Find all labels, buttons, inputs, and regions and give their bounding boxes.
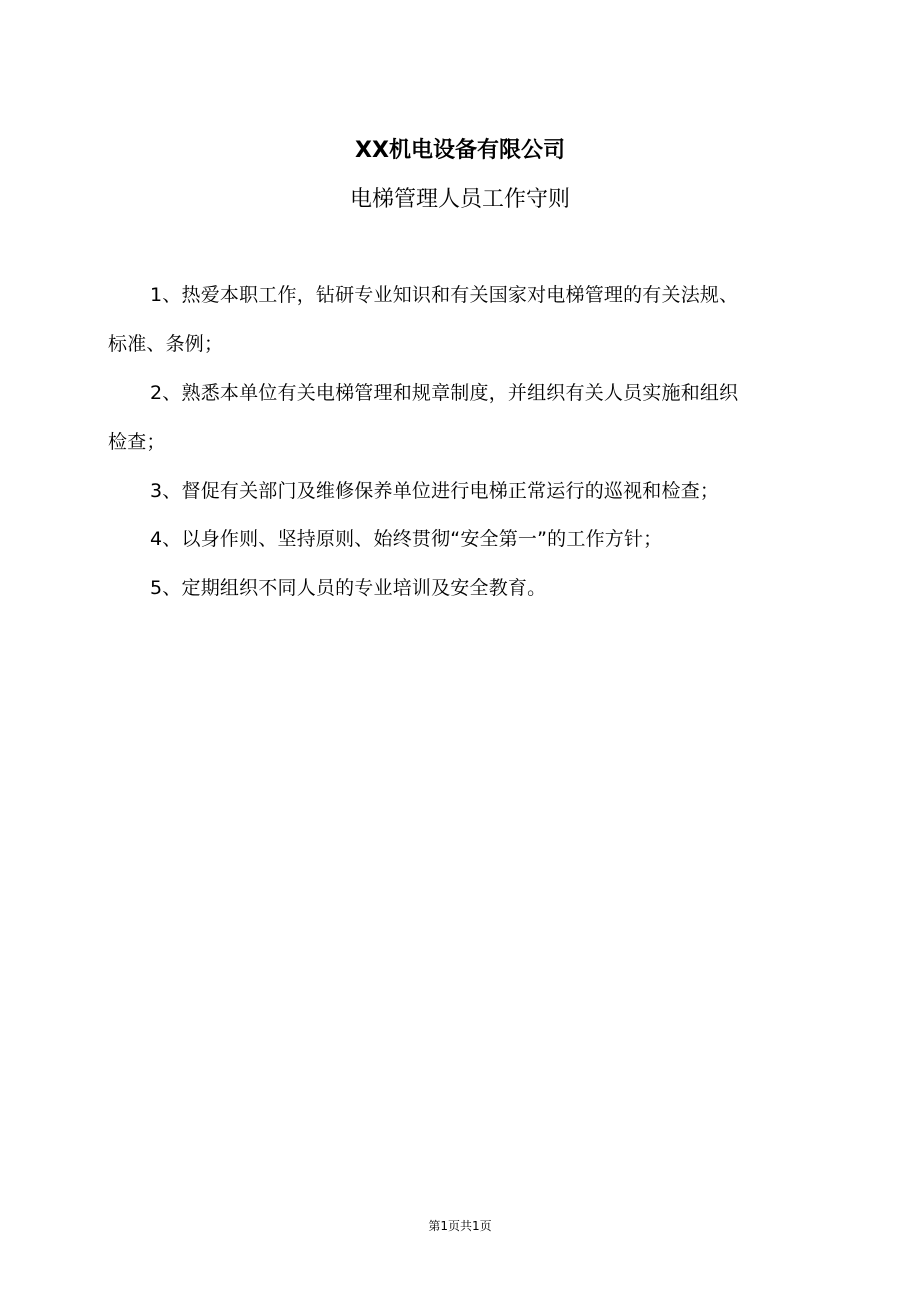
document-title: 电梯管理人员工作守则 xyxy=(349,187,570,212)
company-name-heading: XX机电设备有限公司 xyxy=(355,138,565,163)
rule-5-line-1: 5、定期组织不同人员的专业培训及安全教育。 xyxy=(150,577,547,599)
rule-1-line-2: 标准、条例； xyxy=(108,333,224,355)
rule-3-line-1: 3、督促有关部门及维修保养单位进行电梯正常运行的巡视和检查； xyxy=(150,480,720,502)
rule-2-line-1: 2、熟悉本单位有关电梯管理和规章制度，并组织有关人员实施和组织 xyxy=(150,382,739,404)
rule-4-line-1: 4、以身作则、坚持原则、始终贯彻“安全第一”的工作方针； xyxy=(150,528,663,550)
page-number-footer: 第1页共1页 xyxy=(428,1219,492,1233)
rule-1-line-1: 1、热爱本职工作，钻研专业知识和有关国家对电梯管理的有关法规、 xyxy=(150,284,739,306)
rule-2-line-2: 检查； xyxy=(108,431,166,453)
